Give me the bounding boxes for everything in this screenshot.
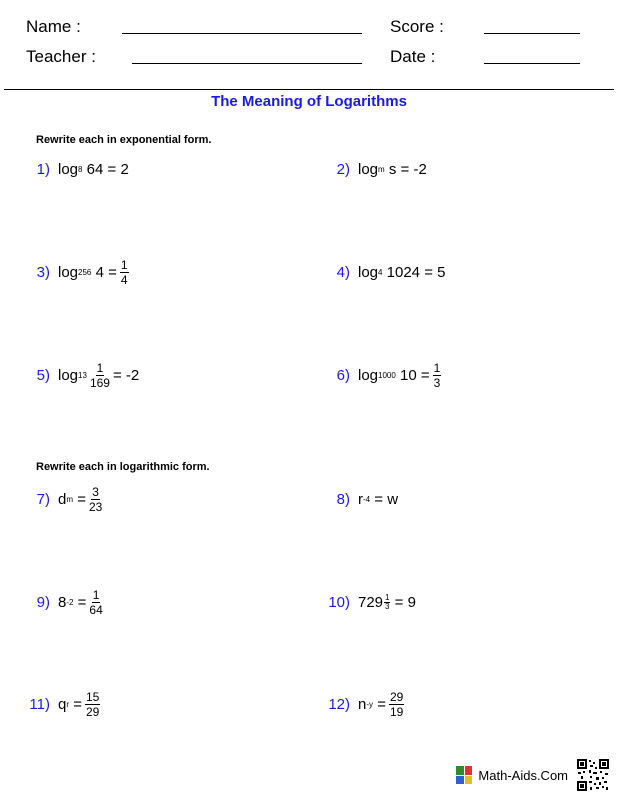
exponent-denominator: 3 [385, 601, 390, 611]
fraction [389, 691, 404, 718]
problem-2 [328, 153, 427, 185]
base: 8 [58, 593, 67, 611]
fraction-numerator: 1 [96, 360, 104, 375]
problem-number: 10) [328, 593, 350, 611]
problem-9 [28, 586, 106, 618]
equation-rhs: = -2 [400, 160, 427, 178]
fraction-denominator: 3 [433, 375, 441, 390]
equals-sign: = [108, 263, 117, 281]
problem-number: 12) [328, 695, 350, 713]
base: 729 [358, 593, 384, 611]
fraction-numerator: 29 [389, 689, 404, 704]
fraction-numerator: 3 [92, 484, 99, 499]
fraction-numerator: 15 [85, 689, 100, 704]
fraction [89, 589, 102, 616]
exponent: r [66, 699, 70, 709]
equation-rhs: = -2 [112, 366, 140, 384]
fraction-denominator: 64 [89, 602, 103, 617]
problem-number: 9) [36, 593, 50, 611]
log-argument: s [388, 160, 397, 178]
score-line[interactable] [484, 33, 580, 34]
problem-5 [28, 359, 139, 391]
log-text: log [58, 160, 79, 178]
equation-rhs: = 2 [107, 160, 129, 178]
problem-4 [328, 256, 445, 288]
log-base: 1000 [378, 370, 396, 380]
qr-code-icon [576, 758, 610, 792]
problem-10 [324, 586, 416, 618]
fraction-numerator: 1 [92, 587, 100, 602]
problem-7 [28, 483, 105, 515]
equals-sign: = [420, 366, 430, 384]
log-base: m [378, 164, 385, 174]
log-base: 8 [78, 164, 83, 174]
problem-11 [24, 688, 103, 720]
fraction [89, 486, 102, 513]
teacher-line[interactable] [132, 63, 362, 64]
equation-rhs: = 5 [424, 263, 446, 281]
log-text: log [58, 263, 79, 281]
problem-number: 4) [336, 263, 350, 281]
date-label: Date : [390, 47, 436, 66]
math-aids-logo-icon [456, 766, 472, 784]
exponent-numerator: 1 [385, 592, 390, 602]
fraction-denominator: 23 [88, 499, 103, 514]
log-text: log [358, 366, 379, 384]
fraction-numerator: 1 [433, 360, 441, 375]
problem-3 [28, 256, 132, 288]
base: d [58, 490, 67, 508]
log-argument: 10 [400, 366, 417, 384]
exponent-fraction [384, 594, 390, 611]
problem-number: 7) [36, 490, 50, 508]
problem-number: 8) [336, 490, 350, 508]
problem-12 [324, 688, 407, 720]
exponent: m [66, 494, 74, 504]
exponent: -2 [66, 597, 74, 607]
exponent: -4 [363, 494, 371, 504]
fraction-denominator: 19 [389, 704, 404, 719]
fraction [85, 691, 100, 718]
base: r [358, 490, 363, 508]
equals-sign: = [77, 490, 86, 508]
problem-number: 3) [36, 263, 50, 281]
log-text: log [58, 366, 79, 384]
base: n [358, 695, 367, 713]
exponent: -y [366, 699, 374, 709]
base: q [58, 695, 67, 713]
log-argument: 1024 [386, 263, 421, 281]
log-text: log [358, 263, 379, 281]
header-divider [4, 89, 614, 90]
logarithmic-instruction: Rewrite each in logarithmic form. [36, 461, 210, 473]
problem-6 [328, 359, 444, 391]
worksheet-title: The Meaning of Logarithms [211, 93, 407, 110]
problem-1 [28, 153, 129, 185]
fraction-denominator: 169 [89, 375, 110, 390]
log-base: 256 [78, 267, 92, 277]
problem-number: 11) [29, 695, 50, 713]
log-argument: 64 [86, 160, 104, 178]
site-link[interactable]: Math-Aids.Com [478, 767, 568, 783]
equals-sign: = [73, 695, 82, 713]
footer-brand[interactable] [456, 766, 568, 784]
problem-number: 2) [336, 160, 350, 178]
log-argument: 4 [95, 263, 104, 281]
fraction-denominator: 29 [85, 704, 100, 719]
log-base: 13 [78, 370, 87, 380]
log-base: 4 [378, 267, 383, 277]
log-argument-fraction [90, 362, 110, 389]
log-text: log [358, 160, 379, 178]
problem-number: 1) [36, 160, 50, 178]
equals-sign: = [77, 593, 87, 611]
fraction [433, 362, 442, 389]
score-label: Score : [390, 17, 444, 36]
teacher-label: Teacher : [26, 47, 96, 66]
problem-number: 5) [36, 366, 50, 384]
date-line[interactable] [484, 63, 580, 64]
exponential-instruction: Rewrite each in exponential form. [36, 134, 212, 146]
equation-rhs: = w [374, 490, 399, 508]
problem-8 [328, 483, 398, 515]
fraction-numerator: 1 [120, 257, 128, 272]
name-line[interactable] [122, 33, 362, 34]
equals-sign: = [377, 695, 386, 713]
name-label: Name : [26, 17, 81, 36]
fraction [120, 259, 129, 286]
equation-rhs: = 9 [394, 593, 416, 611]
problem-number: 6) [336, 366, 350, 384]
fraction-denominator: 4 [120, 272, 128, 287]
